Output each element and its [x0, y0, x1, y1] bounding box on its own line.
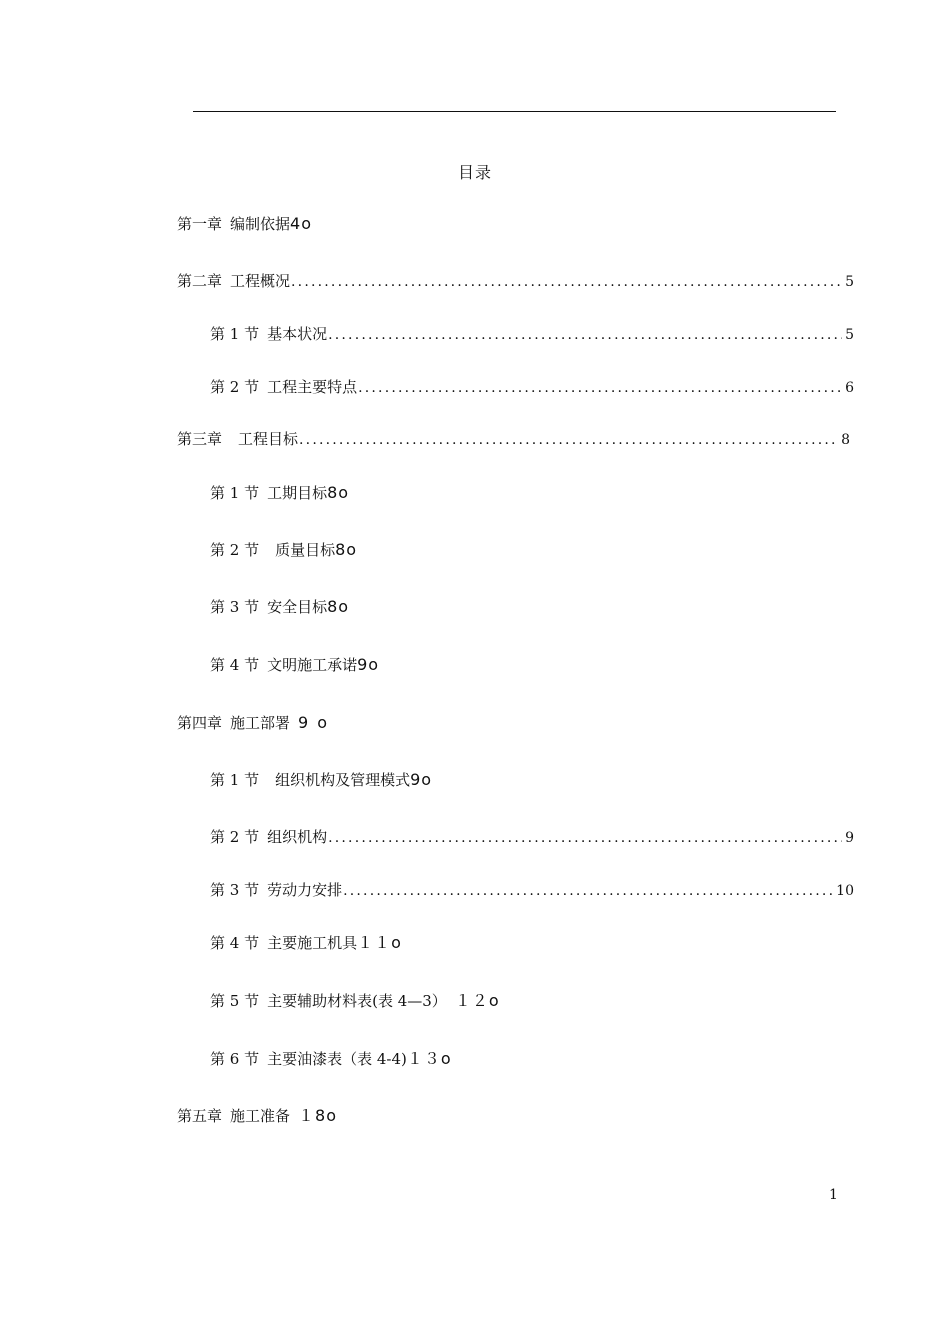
toc-entry-text: 工程主要特点: [267, 378, 358, 396]
dot-leader: [291, 272, 842, 292]
toc-entry-suffix: o: [301, 214, 313, 233]
toc-entry-label: 第 1 节: [210, 484, 260, 502]
dot-leader: [358, 378, 842, 398]
toc-entry-suffix: o: [346, 540, 358, 559]
toc-title: 目录: [457, 163, 492, 182]
toc-entry-section-4-6[interactable]: [210, 1049, 452, 1069]
toc-entry-section-3-1[interactable]: [210, 483, 349, 503]
toc-entry-label: 第 5 节: [210, 992, 260, 1010]
toc-entry-section-4-3[interactable]: [210, 880, 854, 901]
toc-entry-label: 第四章: [177, 714, 223, 732]
toc-entry-chapter-2[interactable]: [177, 271, 854, 292]
toc-entry-text: 质量目标: [275, 541, 336, 559]
toc-entry-chapter-4[interactable]: [177, 713, 328, 733]
toc-entry-page: 5: [845, 274, 854, 290]
toc-entry-label: 第二章: [177, 272, 223, 290]
toc-entry-section-4-5[interactable]: [210, 991, 500, 1011]
toc-entry-page: 5: [845, 327, 854, 343]
toc-entry-label: 第 4 节: [210, 934, 260, 952]
toc-entry-label: 第 1 节: [210, 325, 260, 343]
toc-entry-suffix: o: [338, 597, 350, 616]
toc-entry-suffix: o: [317, 713, 329, 732]
toc-entry-suffix: o: [338, 483, 350, 502]
dot-leader: [299, 430, 838, 450]
toc-entry-text: 文明施工承诺: [267, 656, 358, 674]
dot-leader: [328, 325, 842, 345]
toc-entry-label: 第五章: [177, 1107, 223, 1125]
toc-entry-suffix: o: [391, 933, 402, 952]
toc-entry-label: 第 3 节: [210, 598, 260, 616]
toc-entry-section-3-3[interactable]: [210, 597, 349, 617]
toc-entry-label: 第 1 节: [210, 771, 260, 789]
toc-entry-page: 10: [836, 883, 854, 899]
toc-entry-text: 主要施工机具: [267, 934, 358, 952]
toc-entry-page: 8: [335, 540, 347, 559]
toc-entry-chapter-1[interactable]: [177, 214, 312, 234]
toc-entry-section-4-2[interactable]: [210, 827, 854, 848]
toc-entry-label: 第 2 节: [210, 541, 260, 559]
toc-entry-text: 主要油漆表（表 4-4): [267, 1050, 407, 1068]
toc-entry-label: 第 4 节: [210, 656, 260, 674]
toc-entry-page: 4: [290, 214, 302, 233]
toc-entry-text: 基本状况: [267, 325, 328, 343]
toc-entry-text: 工期目标: [267, 484, 328, 502]
toc-entry-section-4-1[interactable]: [210, 770, 432, 790]
page-number: 1: [829, 1187, 838, 1203]
toc-entry-section-2-1[interactable]: [210, 324, 854, 345]
toc-entry-chapter-3[interactable]: [177, 429, 850, 450]
toc-entry-text: 施工部署: [230, 714, 291, 732]
toc-entry-suffix: o: [440, 1049, 452, 1068]
toc-entry-page: １３: [406, 1049, 441, 1068]
toc-entry-text: 编制依据: [230, 215, 291, 233]
toc-entry-text: 施工准备: [230, 1107, 291, 1125]
toc-entry-section-3-2[interactable]: [210, 540, 357, 560]
toc-entry-suffix: o: [368, 655, 380, 674]
toc-entry-page: 9: [298, 713, 310, 732]
toc-entry-page: 6: [845, 380, 854, 396]
toc-entry-page: １２: [454, 991, 489, 1010]
toc-entry-section-3-4[interactable]: [210, 655, 379, 675]
toc-entry-text: 劳动力安排: [267, 881, 343, 899]
toc-entry-text: 工程目标: [238, 430, 299, 448]
toc-entry-suffix: o: [326, 1106, 338, 1125]
toc-entry-suffix: o: [421, 770, 433, 789]
toc-entry-label: 第三章: [177, 430, 223, 448]
toc-entry-suffix: o: [488, 991, 500, 1010]
toc-entry-label: 第 2 节: [210, 828, 260, 846]
toc-entry-text: 工程概况: [230, 272, 291, 290]
toc-entry-page: 9: [845, 830, 854, 846]
toc-entry-page: １8: [298, 1106, 327, 1125]
dot-leader: [343, 881, 833, 901]
toc-entry-page: 8: [841, 432, 850, 448]
header-rule: [193, 111, 836, 112]
toc-entry-label: 第 2 节: [210, 378, 260, 396]
toc-entry-label: 第一章: [177, 215, 223, 233]
toc-entry-label: 第 3 节: [210, 881, 260, 899]
toc-entry-page: 8: [327, 483, 339, 502]
toc-entry-text: 组织机构: [267, 828, 328, 846]
toc-entry-text: 主要辅助材料表(表 4—3）: [267, 992, 447, 1010]
toc-entry-section-4-4[interactable]: [210, 933, 402, 953]
dot-leader: [328, 828, 842, 848]
toc-entry-text: 组织机构及管理模式: [275, 771, 411, 789]
toc-entry-text: 安全目标: [267, 598, 328, 616]
toc-entry-page: 9: [357, 655, 369, 674]
toc-entry-page: １１: [357, 933, 392, 952]
toc-entry-label: 第 6 节: [210, 1050, 260, 1068]
toc-entry-section-2-2[interactable]: [210, 377, 854, 398]
toc-entry-page: 8: [327, 597, 339, 616]
toc-entry-chapter-5[interactable]: [177, 1106, 337, 1126]
toc-entry-page: 9: [410, 770, 422, 789]
